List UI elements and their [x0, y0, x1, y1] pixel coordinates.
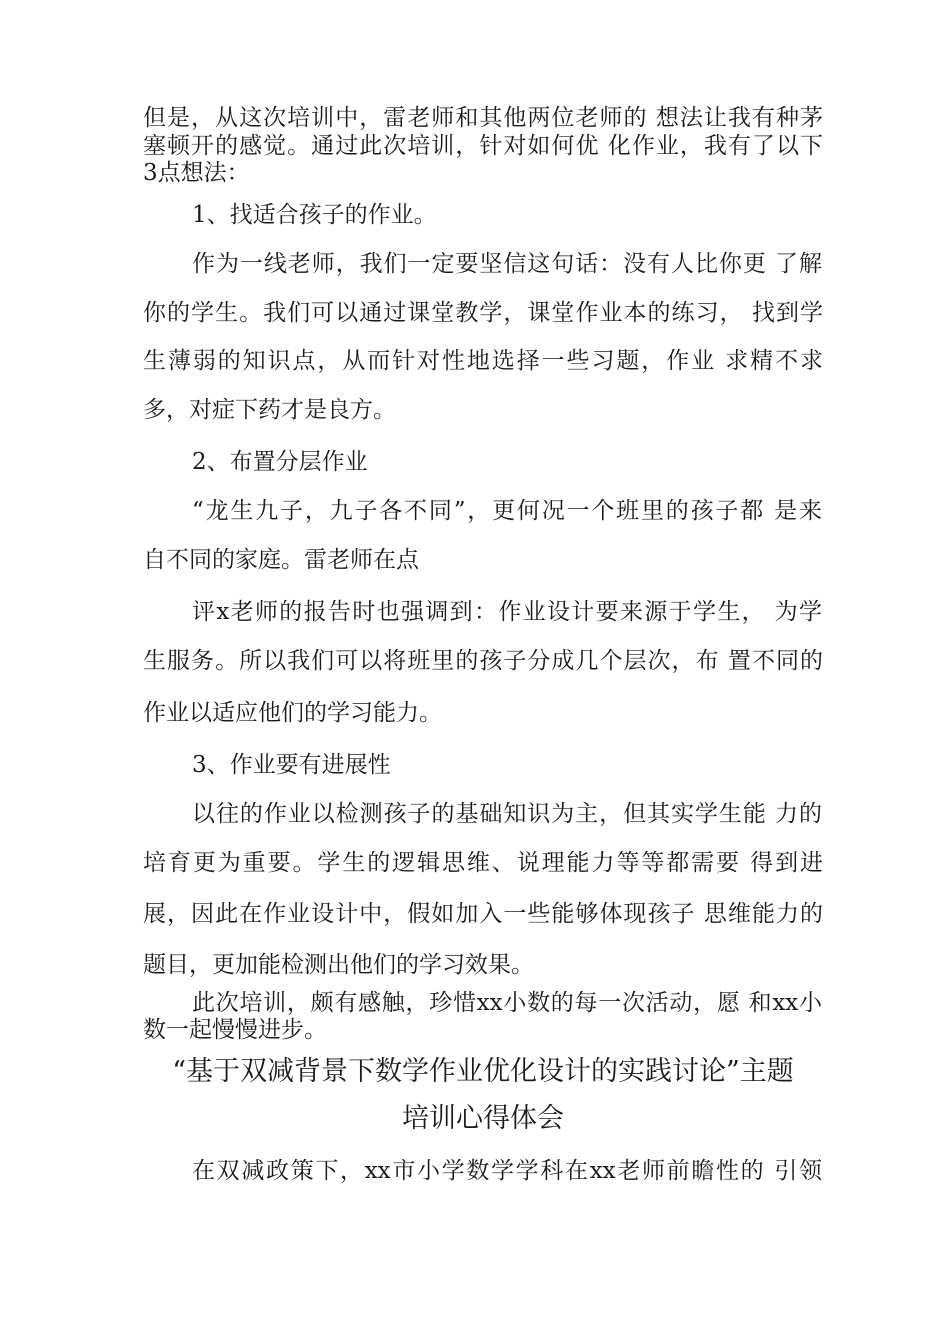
paragraph-line: 但是，从这次培训中，雷老师和其他两位老师的 想法让我有种茅: [143, 105, 823, 131]
paragraph-line: 生服务。所以我们可以将班里的孩子分成几个层次，布 置不同的: [143, 648, 823, 674]
paragraph-line: 展，因此在作业设计中，假如加入一些能够体现孩子 思维能力的: [143, 901, 823, 927]
paragraph-line: 自不同的家庭。雷老师在点: [143, 547, 419, 573]
paragraph-line: 以往的作业以检测孩子的基础知识为主，但其实学生能 力的: [192, 801, 822, 827]
document-title-line1: “基于双减背景下数学作业优化设计的实践讨论”主题: [172, 1056, 794, 1087]
section-heading-1: 1、找适合孩子的作业。: [192, 202, 437, 228]
paragraph-line: 3点想法：: [143, 160, 250, 186]
paragraph-line: 你的学生。我们可以通过课堂教学，课堂作业本的练习， 找到学: [143, 300, 823, 326]
paragraph-line: 培育更为重要。学生的逻辑思维、说理能力等等都需要 得到进: [143, 850, 823, 876]
paragraph-line: 在双减政策下，xx市小学数学学科在xx老师前瞻性的 引领: [192, 1158, 822, 1184]
document-title-line2: 培训心得体会: [402, 1103, 564, 1134]
paragraph-line: 生薄弱的知识点，从而针对性地选择一些习题，作业 求精不求: [143, 348, 823, 374]
paragraph-line: 塞顿开的感觉。通过此次培训，针对如何优 化作业，我有了以下: [143, 133, 823, 159]
section-heading-3: 3、作业要有进展性: [192, 752, 391, 778]
paragraph-line: 评x老师的报告时也强调到：作业设计要来源于学生， 为学: [192, 599, 822, 625]
paragraph-line: 作业以适应他们的学习能力。: [143, 700, 442, 726]
paragraph-line: 多，对症下药才是良方。: [143, 397, 396, 423]
paragraph-line: 题目，更加能检测出他们的学习效果。: [143, 952, 534, 978]
paragraph-line: 此次培训，颇有感触，珍惜xx小数的每一次活动，愿 和xx小: [192, 990, 822, 1016]
paragraph-line: 数一起慢慢进步。: [143, 1017, 327, 1043]
section-heading-2: 2、布置分层作业: [192, 449, 368, 475]
paragraph-line: “龙生九子，九子各不同”，更何况一个班里的孩子都 是来: [192, 498, 822, 524]
paragraph-line: 作为一线老师，我们一定要坚信这句话：没有人比你更 了解: [192, 251, 822, 277]
